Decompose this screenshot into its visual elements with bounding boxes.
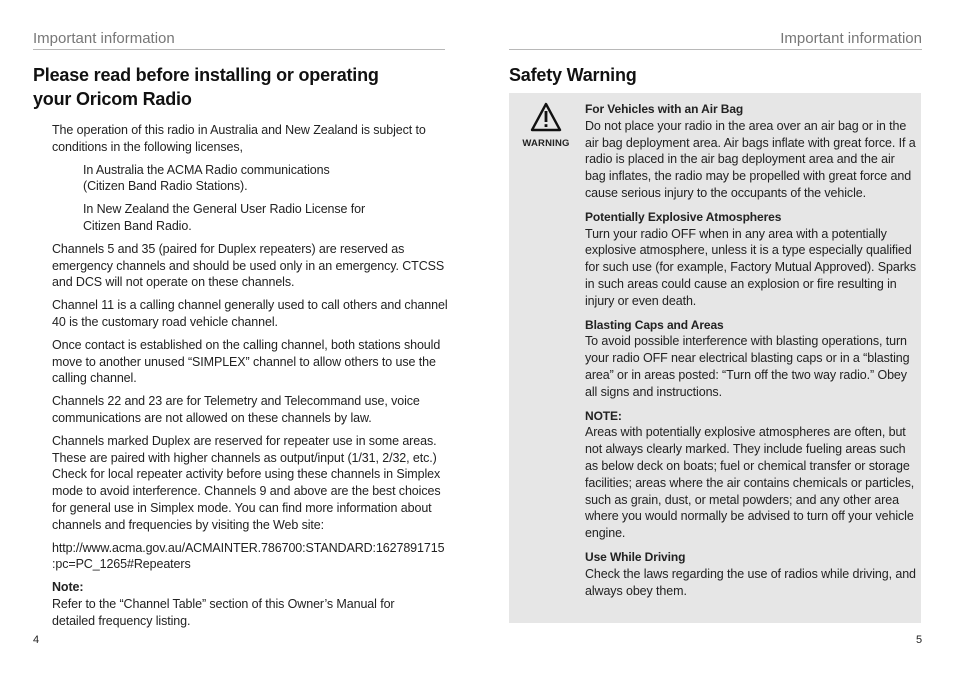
acma-url-line2[interactable]: :pc=PC_1265#Repeaters (52, 557, 191, 572)
australia-license-line2: (Citizen Band Radio Stations). (83, 179, 248, 194)
acma-url[interactable] (52, 540, 448, 574)
right-page-number: 5 (916, 634, 923, 646)
warning-triangle-icon (530, 102, 562, 132)
australia-license (83, 162, 448, 196)
section-text: Turn your radio OFF when in any area with a potentially explosive atmosphere, unless it is a type especially qualified for such use (for example, Factory Mutual Approved). Sparks in such areas could cause an explosion or fire resulting in injury or even death. (585, 226, 917, 308)
acma-url-line1[interactable]: http://www.acma.gov.au/ACMAINTER.786700:STANDARD:1627891715 (52, 540, 445, 555)
calling-channel-paragraph: Channel 11 is a calling channel generally used to call others and channel 40 is the customary road vehicle channel. (52, 298, 448, 329)
warning-label: WARNING (522, 138, 570, 149)
safety-sections (585, 101, 917, 606)
section-text: To avoid possible interference with blasting operations, turn your radio OFF near electrical blasting caps or in a “blasting area” or in areas posted: “Turn off the two way radio.” Obey all signs and instructions. (585, 334, 910, 399)
section-text: Check the laws regarding the use of radios while driving, and always obey them. (585, 566, 916, 598)
section-note (585, 408, 917, 542)
left-page-body (52, 122, 448, 636)
section-use-while-driving (585, 549, 917, 599)
new-zealand-license-line2: Citizen Band Radio. (83, 218, 192, 233)
new-zealand-license (83, 201, 448, 235)
section-title: NOTE: (585, 408, 622, 423)
right-page-title: Safety Warning (509, 65, 637, 85)
section-text: Areas with potentially explosive atmospheres are often, but not always clearly marked. They include fueling areas such as below deck on boats; fuel or chemical transfer or storage facilities; areas where the air contains chemicals or particles, such as grain, dust, or metal powders; and any other area where you would normally be advised to turn off your vehicle engine. (585, 425, 915, 541)
section-title: Use While Driving (585, 549, 686, 564)
telemetry-paragraph: Channels 22 and 23 are for Telemetry and Telecommand use, voice communications are not allowed on these channels by law. (52, 394, 420, 425)
new-zealand-license-line1: In New Zealand the General User Radio License for (83, 202, 366, 217)
right-page-header: Important information (509, 30, 922, 50)
section-explosive-atmospheres (585, 209, 917, 310)
warning-block (520, 102, 572, 149)
left-page-title (33, 63, 379, 111)
section-air-bag (585, 101, 917, 202)
emergency-channels-paragraph: Channels 5 and 35 (paired for Duplex repeaters) are reserved as emergency channels and should be used only in an emergency. CTCSS and DCS will not operate on these channels. (52, 241, 445, 290)
section-blasting-caps (585, 317, 917, 401)
section-title: Potentially Explosive Atmospheres (585, 209, 782, 224)
left-page-number: 4 (33, 634, 40, 646)
left-title-line2: your Oricom Radio (33, 89, 192, 109)
section-title: Blasting Caps and Areas (585, 317, 724, 332)
left-page-header: Important information (33, 30, 445, 50)
note-block (52, 579, 448, 629)
left-title-line1: Please read before installing or operating (33, 65, 379, 85)
note-title: Note: (52, 580, 84, 595)
section-text: Do not place your radio in the area over an air bag or in the air bag deployment area. Air bags inflate with great force. If a radio is placed in the air bag deployment area and the air bag inflates, the radio may be propelled with great force and cause serious injury to the occupants of the vehicle. (585, 118, 916, 200)
license-intro: The operation of this radio in Australia and New Zealand is subject to conditions in the following licenses, (52, 123, 426, 154)
duplex-paragraph: Channels marked Duplex are reserved for repeater use in some areas. These are paired with higher channels as output/input (1/31, 2/32, etc.) Check for local repeater activity before using these channels in Simplex mode to avoid interference. Channels 9 and above are the best choices for general use in Simplex mode. You can find more information about channels and frequencies by visiting the Web site: (52, 433, 441, 532)
note-line2: detailed frequency listing. (52, 613, 191, 628)
section-title: For Vehicles with an Air Bag (585, 102, 744, 116)
note-line1: Refer to the “Channel Table” section of this Owner’s Manual for (52, 596, 395, 611)
australia-license-line1: In Australia the ACMA Radio communications (83, 162, 330, 177)
simplex-paragraph: Once contact is established on the calling channel, both stations should move to another unused “SIMPLEX” channel to allow others to use the calling channel. (52, 337, 441, 386)
